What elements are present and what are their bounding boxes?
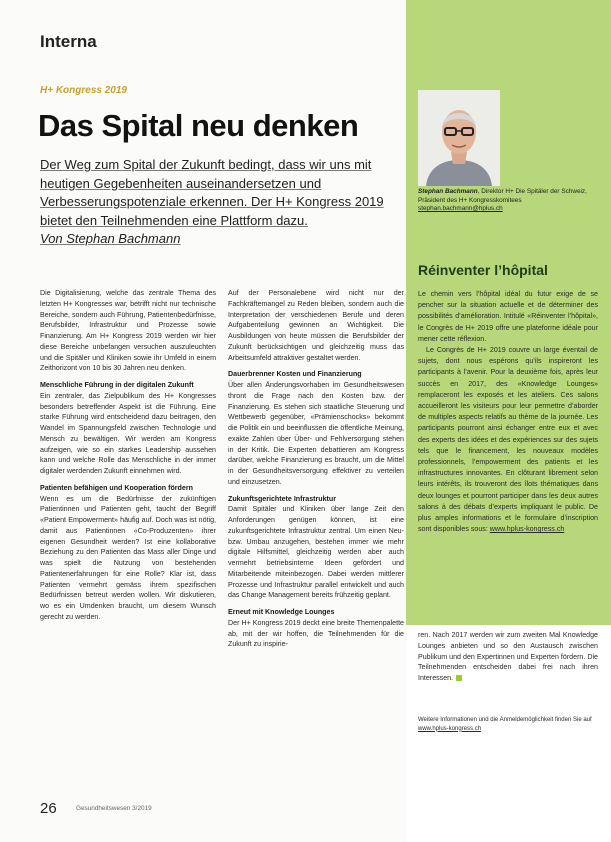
subheading: Patienten befähigen und Kooperation fördern: [40, 483, 193, 492]
subheading: Erneut mit Knowledge Lounges: [228, 608, 335, 616]
continuation-text: ren. Nach 2017 werden wir zum zweiten Mal Knowledge Lounges anbieten und so den Austausch zwischen Publikum und den Expertinnen und Experten fördern. Die Teilnehmenden entscheiden dabei frei nach ihren Interessen.: [418, 631, 598, 683]
paragraph: Der H+ Kongress 2019 deckt eine breite Themenpalette ab, mit der wir hoffen, die Teilnehmenden für die Zukunft zu inspirie-: [228, 618, 404, 649]
paragraph: Damit Spitäler und Kliniken über lange Zeit den Anforderungen genügen können, ist eine zukunftsgerichtete Infrastruktur zentral. Um einen Neu- bzw. Umbau anzugehen, bestehen immer wie mehr digitale Hilfsmittel, gleichzeitig werden aber auch vermehrt betriebsinterne Ideen gefördert und Mitarbeitende miteinbezogen. Dabei werden mittlerer Prozesse und Infrastruktur parallel entwickelt und auch das Change Management bereits frühzeitig geplant.: [228, 505, 404, 600]
paragraph: Über allen Änderungsvorhaben im Gesundheitswesen thront die Frage nach den Kosten bzw. der Finanzierung. Es stehen sich staatliche Steuerung und Wettbewerb gegenüber, «Prämienschocks» bekommt die Politik ein und beeinflussen die öffentliche Meinung, exakte Zahlen über Über- und Fehlversorgung stehen in der Kritik. Die Experten debattieren am Kongress darüber, welche Finanzierung es braucht, um die Mittel in der Gesundheitsversorgung effektiver zu verteilen und einzusetzen.: [228, 381, 404, 486]
end-marker-icon: [456, 675, 462, 681]
photo-caption: Stephan Bachmann, Direktor H+ Die Spitäler der Schweiz, Präsident des H+ Kongresskomitees stephan.bachmann@hplus.ch: [418, 188, 587, 213]
paragraph: Wenn es um die Bedürfnisse der zukünftigen Patientinnen und Patienten geht, taucht der Begriff «Patient Empowerment» häufig auf. Doch was ist nötig, damit aus Patientinnen «Co-Produzenten» ihrer eigenen Gesundheit werden? Ist eine kollaborative Beziehung zu den Patienten das Mass aller Dinge und was spielt die Nutzung von bestehenden Patientenerfahrungen für eine Rolle? Klar ist, dass Patienten vermehrt gemäss ihrem spezifischen Bedürfnissen betreut werden wollen. Wir diskutieren, wo es ein Umdenken braucht, um diesem Wunsch gerecht zu werden.: [40, 494, 216, 621]
caption-email-link[interactable]: stephan.bachmann@hplus.ch: [418, 205, 503, 213]
article-column-2: [228, 288, 404, 650]
headline: Das Spital neu denken: [38, 108, 359, 143]
subheading: Dauerbrenner Kosten und Finanzierung: [228, 370, 362, 379]
byline: Von Stephan Bachmann: [40, 231, 181, 247]
author-photo: [418, 90, 500, 186]
box-url-link[interactable]: www.hplus-kongress.ch: [489, 525, 565, 534]
article-column-1: [40, 288, 216, 623]
subheading: Menschliche Führung in der digitalen Zukunft: [40, 381, 194, 389]
paragraph: Auf der Personalebene wird nicht nur der Fachkräftemangel zu Reden bleiben, sondern auch die Interpretation der verschiedenen Berufe und deren Aufgabenteilung gewinnen an Wichtigkeit. Die Ausbildungen von heute müssen die Berufsbilder der Zukunft berücksichtigen und gleichzeitig muss das Arbeitsumfeld attraktiver gestaltet werden.: [228, 289, 404, 362]
subheading: Zukunftsgerichtete Infrastruktur: [228, 494, 336, 503]
article-continuation: [418, 630, 598, 684]
page-number: 26: [40, 800, 57, 817]
magazine-name: Gesundheitswesen 3/2019: [76, 805, 152, 812]
lead-text: Der Weg zum Spital der Zukunft bedingt, dass wir uns mit heutigen Gegebenheiten auseinandersetzen und Verbesserungspotenziale erkennen. Der H+ Kongress 2019 bietet den Teilnehmenden eine Plattform dazu.: [40, 157, 384, 228]
lead-paragraph: [40, 156, 400, 249]
box-paragraph: Le Congrès de H+ 2019 couvre un large éventail de sujets, dont nous espérons qu’ils inspireront les participants à l’avenir. Pour la deuxième fois, après leur succès en 2017, des «Knowledge Lounges» remplaceront les exposés et les ateliers. Ces salons accueilleront les visiteurs pour leur permettre d’aborder de multiples aspects relatifs au thème de la journée. Les participants pourront ainsi échanger entre eux et avec des experts des idées et des expériences sur des sujets tels que le financement, les nouveaux modèles professionnels, l’empowerment des patients et les infrastructures innovantes. En clôturant librement selon leurs intérêts, ils trouveront des îlots thématiques dans deux lounges et pourront participer dans les deux autres salons à des débats d’experts impliquant le public. De plus amples informations et le formulaire d’inscription sont disponibles sous: www.hplus-kongress.ch: [418, 346, 598, 534]
info-url-link[interactable]: www.hplus-kongress.ch: [418, 725, 482, 732]
paragraph: Die Digitalisierung, welche das zentrale Thema des letzten H+ Kongresses war, betrifft nicht nur technische Bereiche, sondern auch Führung, Patientenbedürfnisse, Berufsbilder, Infrastruktur und Prozesse sowie Finanzierung. Am H+ Kongress 2019 werden wir hier diese Bereiche unbefangen versuchen auszuleuchten und die Spitäler und Kliniken sowie ihr Umfeld in einem Zeithorizont von 10 bis 30 Jahren neu denken.: [40, 289, 216, 373]
caption-role: Direktor H+ Die Spitäler der Schweiz, Präsident des H+ Kongresskomitees: [418, 188, 587, 204]
caption-name: Stephan Bachmann: [418, 188, 478, 195]
info-note: [418, 716, 598, 733]
info-box-title: Réinventer l’hôpital: [418, 262, 548, 278]
box-paragraph: Le chemin vers l’hôpital idéal du futur exige de se pencher sur la situation actuelle et de déterminer des possibilités d’amélioration. Intitulé «Réinventer l’hôpital», le Congrès de H+ 2019 offre une plateforme idéale pour mener cette réflexion.: [418, 290, 598, 343]
kicker: H+ Kongress 2019: [40, 85, 127, 96]
paragraph: Ein zentraler, das Zielpublikum des H+ Kongresses besonders betreffender Aspekt ist die Führung. Eine starke Führung wird entscheidend dazu beitragen, den Wandel im Spannungsfeld zwischen Technologie und Mensch zu bewältigen. Wir werden am Kongress aufzeigen, wie so ein starkes Leadership aussehen kann und welche Rolle das Menschliche in der immer digitaler werdenden Zukunft einnehmen wird.: [40, 391, 216, 475]
portrait-image: [418, 90, 500, 186]
info-box-text: [418, 289, 598, 535]
section-label: Interna: [40, 32, 97, 51]
info-text: Weitere Informationen und die Anmeldemöglichkeit finden Sie auf: [418, 717, 592, 723]
